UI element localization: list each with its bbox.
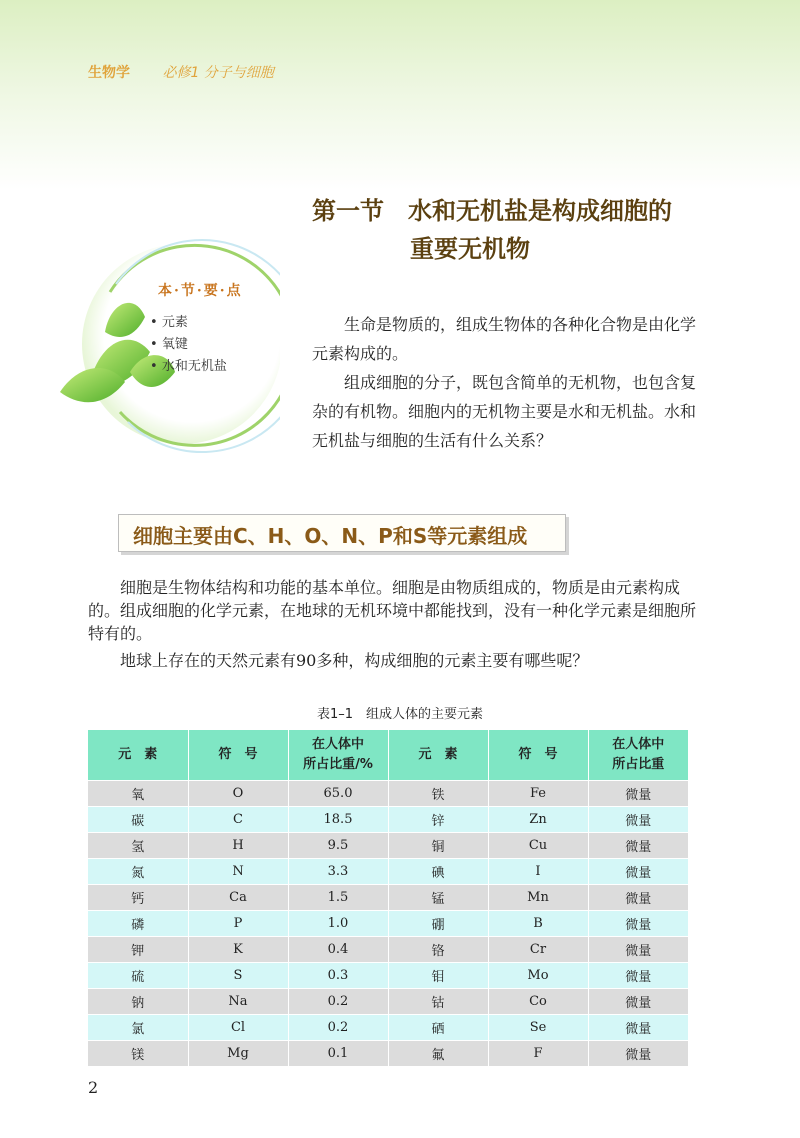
key-point-item: • 氧键	[150, 334, 227, 356]
cell-percentage: 0.2	[288, 989, 388, 1015]
cell-percentage-2: 微量	[588, 807, 688, 833]
intro-paragraph-1: 生命是物质的，组成生物体的各种化合物是由化学元素构成的。	[312, 315, 697, 363]
key-points-list	[150, 312, 227, 378]
cell-element: 钾	[88, 937, 188, 963]
cell-element: 钠	[88, 989, 188, 1015]
cell-symbol-2: Fe	[488, 781, 588, 807]
cell-symbol: P	[188, 911, 288, 937]
cell-percentage-2: 微量	[588, 937, 688, 963]
header-book: 必修1 分子与细胞	[162, 65, 274, 81]
table-caption: 表1–1 组成人体的主要元素	[316, 707, 484, 722]
cell-element: 碳	[88, 807, 188, 833]
cell-percentage: 9.5	[288, 833, 388, 859]
intro-text	[312, 310, 707, 455]
cell-symbol-2: Mo	[488, 963, 588, 989]
cell-element-2: 钴	[388, 989, 488, 1015]
cell-element-2: 铬	[388, 937, 488, 963]
cell-percentage-2: 微量	[588, 1015, 688, 1041]
header-percentage-2-line2: 所占比重	[612, 757, 665, 772]
cell-symbol-2: Mn	[488, 885, 588, 911]
cell-element-2: 锌	[388, 807, 488, 833]
cell-element: 氯	[88, 1015, 188, 1041]
subheading-box	[118, 514, 566, 552]
table-row	[88, 1015, 688, 1041]
running-header	[88, 62, 274, 82]
key-point-item: • 水和无机盐	[150, 356, 227, 378]
page-number: 2	[88, 1078, 99, 1097]
section-title-line1: 第一节 水和无机盐是构成细胞的	[312, 196, 672, 225]
table-header-row	[88, 730, 688, 781]
cell-element-2: 氟	[388, 1041, 488, 1067]
cell-symbol: N	[188, 859, 288, 885]
table-row	[88, 833, 688, 859]
cell-element: 氧	[88, 781, 188, 807]
subheading-text: 细胞主要由C、H、O、N、P和S等元素组成	[133, 524, 528, 548]
table-row	[88, 989, 688, 1015]
key-point-item: • 元素	[150, 312, 227, 334]
header-element: 元 素	[88, 730, 188, 781]
cell-symbol: Cl	[188, 1015, 288, 1041]
table-body	[88, 781, 688, 1067]
cell-symbol-2: F	[488, 1041, 588, 1067]
cell-symbol-2: B	[488, 911, 588, 937]
header-symbol: 符 号	[188, 730, 288, 781]
key-points-heading: 本·节·要·点	[158, 283, 243, 299]
cell-percentage: 65.0	[288, 781, 388, 807]
cell-symbol: Ca	[188, 885, 288, 911]
key-points-panel	[50, 232, 280, 457]
cell-symbol-2: Cu	[488, 833, 588, 859]
cell-percentage: 0.4	[288, 937, 388, 963]
body-text	[88, 576, 708, 676]
cell-element-2: 锰	[388, 885, 488, 911]
cell-percentage: 0.1	[288, 1041, 388, 1067]
table-row	[88, 963, 688, 989]
table-row	[88, 859, 688, 885]
cell-element-2: 钼	[388, 963, 488, 989]
cell-percentage: 1.0	[288, 911, 388, 937]
header-symbol-2: 符 号	[488, 730, 588, 781]
cell-element: 氢	[88, 833, 188, 859]
cell-percentage-2: 微量	[588, 963, 688, 989]
cell-symbol: O	[188, 781, 288, 807]
cell-symbol-2: Se	[488, 1015, 588, 1041]
cell-symbol: H	[188, 833, 288, 859]
cell-element: 钙	[88, 885, 188, 911]
cell-symbol-2: Zn	[488, 807, 588, 833]
cell-element-2: 硼	[388, 911, 488, 937]
cell-percentage: 0.3	[288, 963, 388, 989]
table-row	[88, 807, 688, 833]
cell-element: 镁	[88, 1041, 188, 1067]
table-row	[88, 781, 688, 807]
table-row	[88, 1041, 688, 1067]
cell-element-2: 铁	[388, 781, 488, 807]
cell-symbol: S	[188, 963, 288, 989]
header-percentage-2	[588, 730, 688, 781]
header-percentage-line1: 在人体中	[311, 737, 364, 752]
cell-percentage-2: 微量	[588, 859, 688, 885]
cell-percentage: 0.2	[288, 1015, 388, 1041]
cell-element: 硫	[88, 963, 188, 989]
cell-percentage-2: 微量	[588, 911, 688, 937]
cell-percentage: 1.5	[288, 885, 388, 911]
table-row	[88, 911, 688, 937]
cell-element-2: 硒	[388, 1015, 488, 1041]
section-title	[312, 192, 672, 268]
cell-percentage: 3.3	[288, 859, 388, 885]
section-title-line2: 重要无机物	[410, 234, 530, 263]
body-paragraph-2: 地球上存在的天然元素有90多种，构成细胞的元素主要有哪些呢？	[120, 651, 589, 670]
cell-percentage-2: 微量	[588, 885, 688, 911]
cell-element-2: 碘	[388, 859, 488, 885]
cell-symbol: Na	[188, 989, 288, 1015]
cell-element: 磷	[88, 911, 188, 937]
body-paragraph-1: 细胞是生物体结构和功能的基本单位。细胞是由物质组成的，物质是由元素构成的。组成细胞的化学元素，在地球的无机环境中都能找到，没有一种化学元素是细胞所特有的。	[88, 578, 697, 643]
cell-percentage: 18.5	[288, 807, 388, 833]
table-row	[88, 937, 688, 963]
cell-symbol: C	[188, 807, 288, 833]
cell-percentage-2: 微量	[588, 1041, 688, 1067]
cell-symbol-2: I	[488, 859, 588, 885]
table-row	[88, 885, 688, 911]
cell-symbol-2: Cr	[488, 937, 588, 963]
cell-element: 氮	[88, 859, 188, 885]
header-percentage-2-line1: 在人体中	[612, 737, 665, 752]
cell-percentage-2: 微量	[588, 833, 688, 859]
intro-paragraph-2: 组成细胞的分子，既包含简单的无机物，也包含复杂的有机物。细胞内的无机物主要是水和无机盐。水和无机盐与细胞的生活有什么关系？	[312, 373, 697, 450]
cell-symbol: Mg	[188, 1041, 288, 1067]
cell-element-2: 铜	[388, 833, 488, 859]
header-element-2: 元 素	[388, 730, 488, 781]
header-percentage	[288, 730, 388, 781]
header-percentage-line2: 所占比重/%	[303, 757, 373, 772]
cell-symbol-2: Co	[488, 989, 588, 1015]
elements-table	[88, 730, 688, 1066]
header-subject: 生物学	[88, 65, 130, 81]
cell-symbol: K	[188, 937, 288, 963]
cell-percentage-2: 微量	[588, 989, 688, 1015]
cell-percentage-2: 微量	[588, 781, 688, 807]
